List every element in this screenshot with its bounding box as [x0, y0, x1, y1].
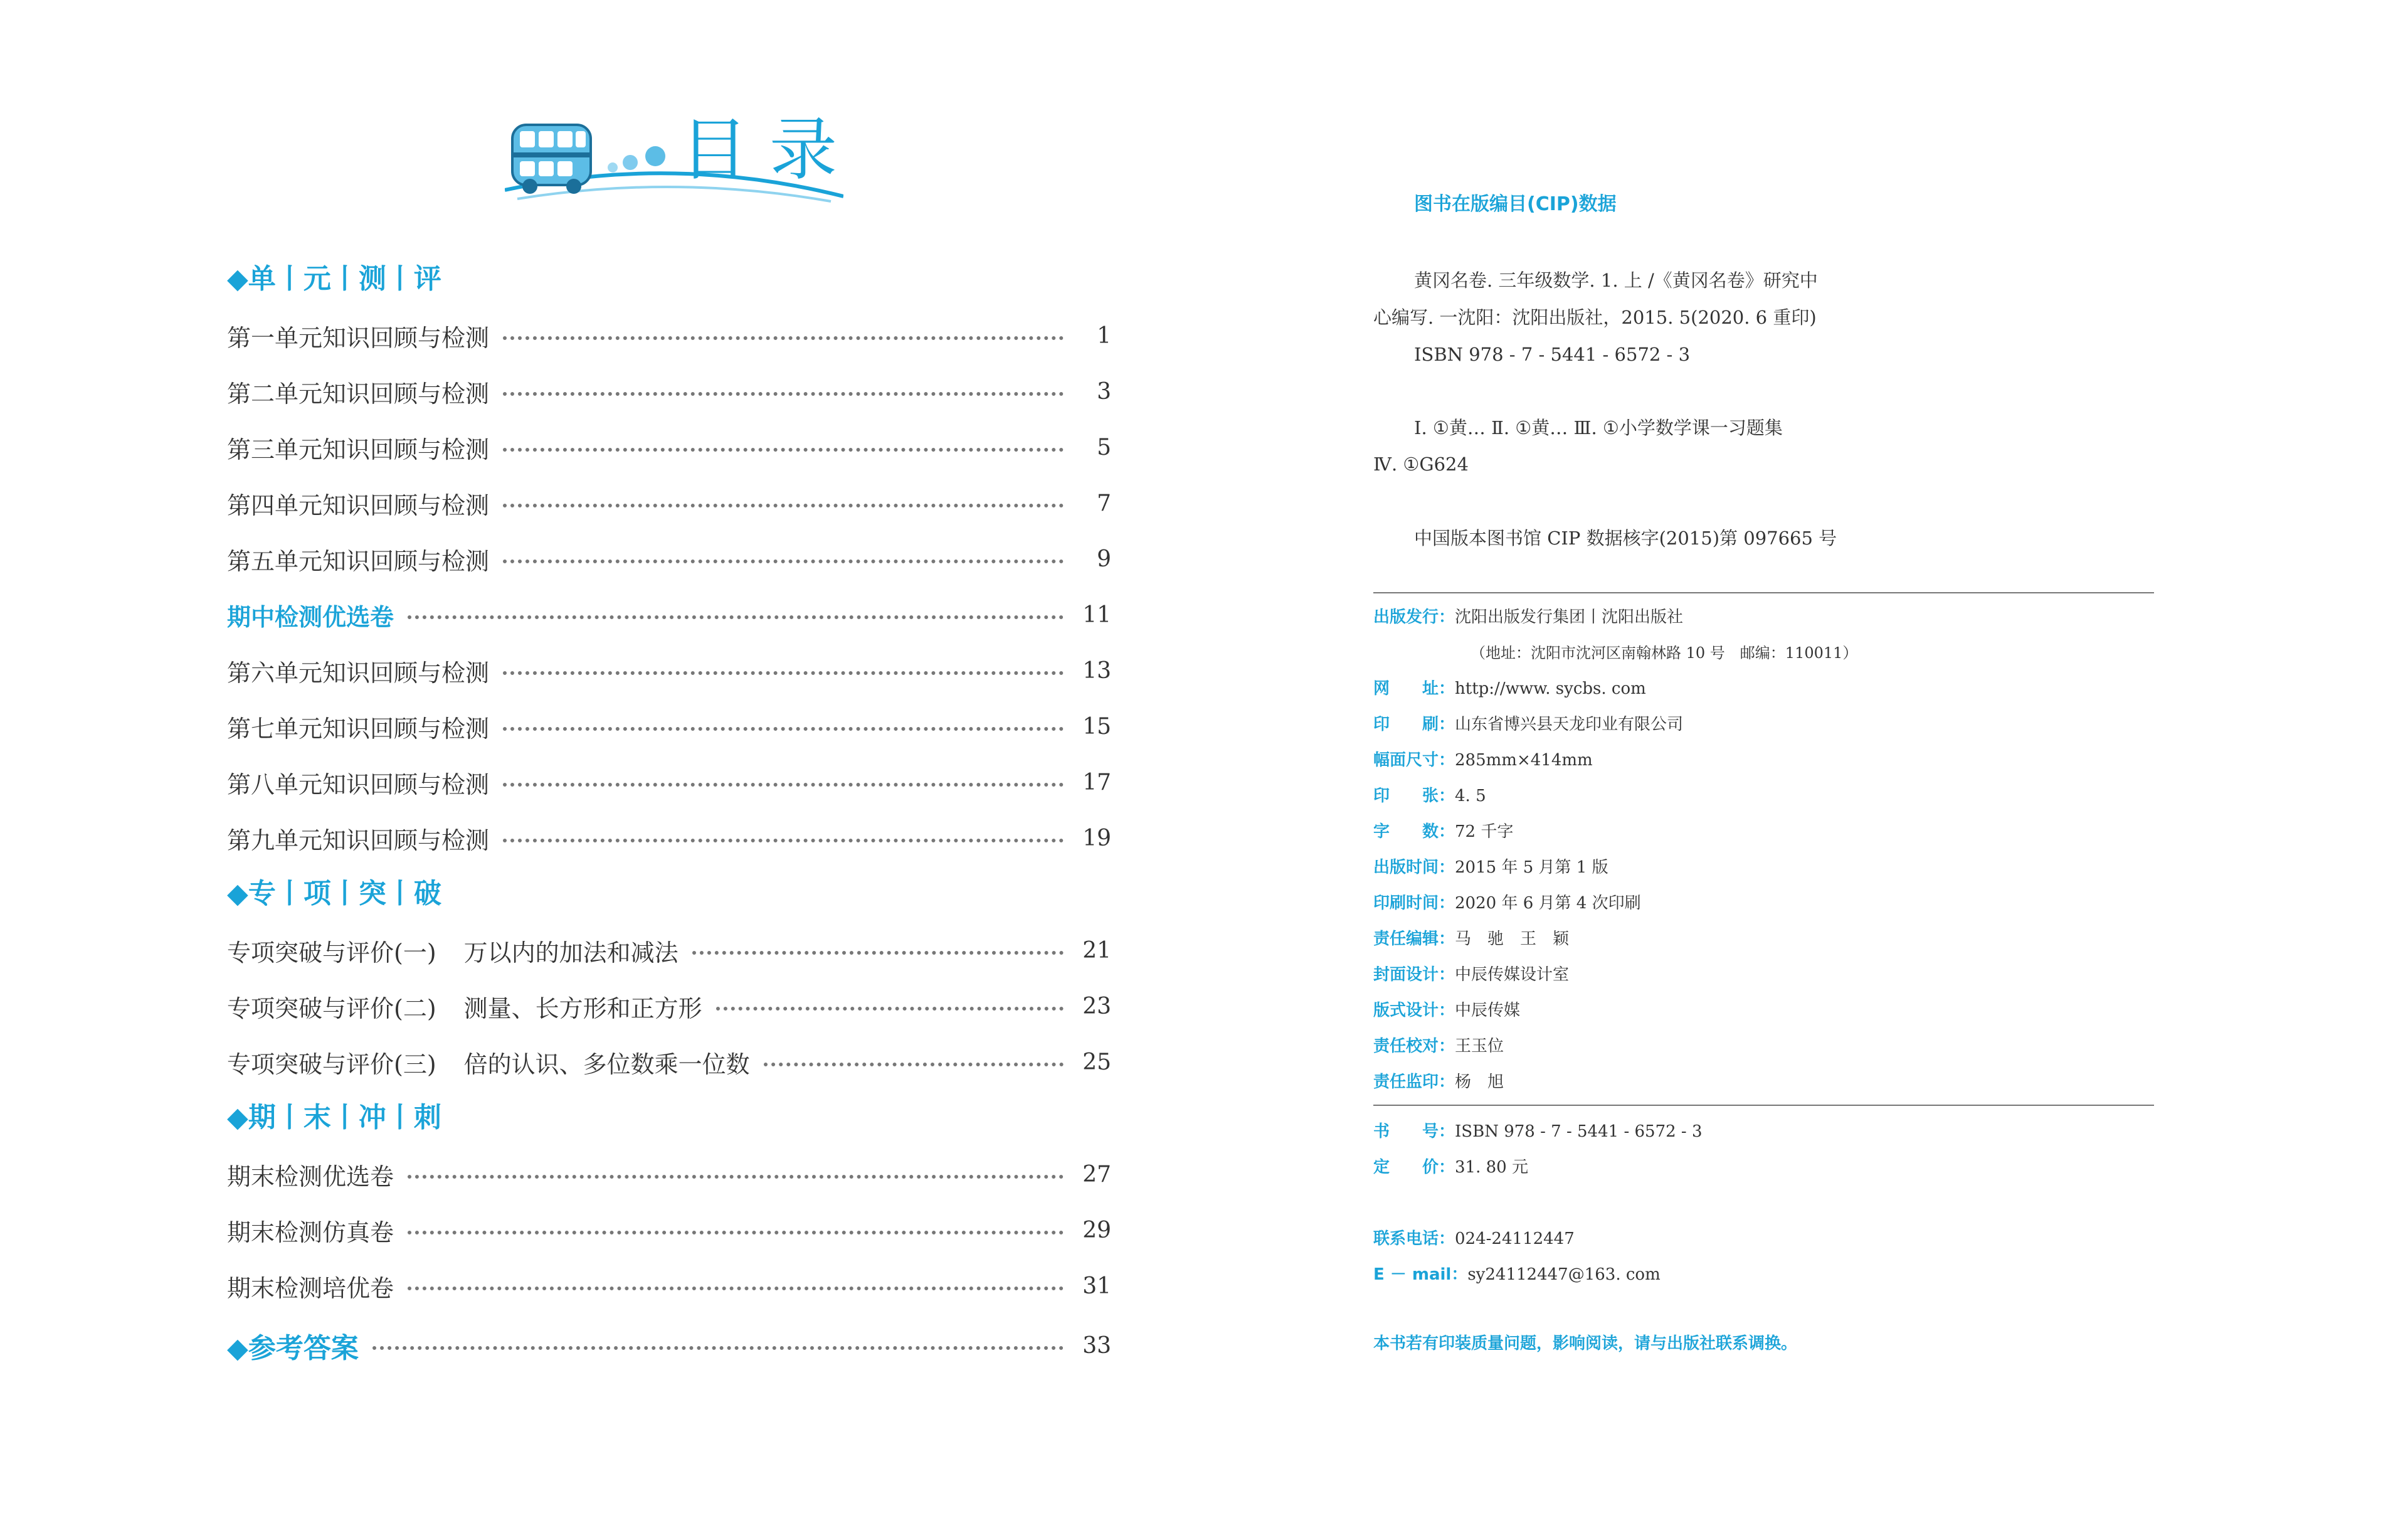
- toc-entry-label: 期末检测仿真卷: [227, 1218, 394, 1246]
- toc-entry-label: 期末检测优选卷: [227, 1162, 394, 1191]
- dot-leader: [408, 1231, 1064, 1234]
- toc-entry-page: 11: [1082, 602, 1111, 628]
- imprint-label: 责任编辑：: [1373, 930, 1455, 948]
- toc-entry-label: 第一单元知识回顾与检测: [227, 324, 490, 352]
- toc-entry-label: 第八单元知识回顾与检测: [227, 770, 490, 799]
- imprint-row: [1373, 962, 1569, 987]
- imprint-value: 杨 旭: [1455, 1073, 1504, 1091]
- imprint-label: 印 刷：: [1373, 715, 1455, 734]
- toc-entry[interactable]: [227, 1043, 1111, 1081]
- imprint-value: 沈阳出版发行集团丨沈阳出版社: [1455, 608, 1684, 627]
- imprint-label: E － mail：: [1373, 1265, 1468, 1284]
- dot-leader: [503, 560, 1064, 563]
- toc-entry-page: 33: [1082, 1332, 1111, 1359]
- toc-entry-label: 第三单元知识回顾与检测: [227, 435, 490, 464]
- imprint-label: 出版发行：: [1373, 608, 1455, 627]
- imprint-label: 版式设计：: [1373, 1001, 1455, 1020]
- imprint-row: [1373, 676, 1646, 701]
- imprint-label: 责任监印：: [1373, 1073, 1455, 1091]
- section-heading-answers: ◆参考答案: [227, 1332, 359, 1364]
- toc-entry-label: 第七单元知识回顾与检测: [227, 714, 490, 743]
- toc-entry-label: 专项突破与评价(二): [227, 994, 436, 1022]
- imprint-value: 31. 80 元: [1455, 1158, 1528, 1177]
- dot-leader: [764, 1063, 1064, 1066]
- dot-leader: [408, 1287, 1064, 1290]
- imprint-label: 印刷时间：: [1373, 894, 1455, 913]
- toc-entry-page: 9: [1097, 546, 1111, 572]
- imprint-label: 出版时间：: [1373, 858, 1455, 877]
- imprint-label: 字 数：: [1373, 822, 1455, 841]
- imprint-label: 封面设计：: [1373, 965, 1455, 984]
- toc-entry-label: 第六单元知识回顾与检测: [227, 659, 490, 687]
- imprint-row: [1373, 891, 1641, 916]
- imprint-value: 285mm×414mm: [1455, 751, 1593, 770]
- toc-entry-page: 31: [1082, 1273, 1111, 1299]
- toc-entry-label: 期末检测培优卷: [227, 1274, 394, 1302]
- dot-leader: [692, 951, 1064, 955]
- toc-entry-answers[interactable]: [227, 1327, 1111, 1364]
- toc-entry[interactable]: [227, 373, 1111, 410]
- imprint-value[interactable]: sy24112447@163. com: [1467, 1265, 1661, 1284]
- divider: [1373, 592, 2154, 593]
- imprint-book-number: [1373, 1119, 1703, 1144]
- dot-leader: [408, 615, 1064, 619]
- toc-entry-label: 专项突破与评价(三): [227, 1050, 436, 1078]
- toc-entry-page: 29: [1082, 1217, 1111, 1243]
- imprint-price: [1373, 1155, 1528, 1180]
- toc-entry-page: 25: [1082, 1049, 1111, 1075]
- imprint-row: [1373, 855, 1608, 880]
- toc-entry[interactable]: [227, 1155, 1111, 1193]
- dot-leader: [503, 392, 1064, 396]
- imprint-label: 幅面尺寸：: [1373, 751, 1455, 770]
- imprint-email: [1373, 1262, 1661, 1287]
- imprint-publisher: [1373, 605, 1683, 630]
- toc-entry-page: 7: [1097, 490, 1111, 516]
- imprint-value: 中辰传媒: [1455, 1001, 1521, 1020]
- dot-leader: [503, 783, 1064, 787]
- toc-entry-page: 19: [1082, 825, 1111, 851]
- toc-entry[interactable]: [227, 931, 1111, 969]
- dot-leader: [503, 448, 1064, 452]
- toc-entry-page: 15: [1082, 713, 1111, 740]
- imprint-label: 书 号：: [1373, 1122, 1455, 1141]
- imprint-value: 4. 5: [1455, 787, 1486, 805]
- toc-entry-topic: 测量、长方形和正方形: [463, 994, 702, 1022]
- toc-entry[interactable]: [227, 540, 1111, 578]
- toc-entry-page: 27: [1082, 1161, 1111, 1187]
- quality-notice: 本书若有印装质量问题，影响阅读，请与出版社联系调换。: [1373, 1334, 1798, 1353]
- toc-entry[interactable]: [227, 317, 1111, 354]
- toc-entry-topic: 倍的认识、多位数乘一位数: [463, 1050, 750, 1078]
- imprint-row: [1373, 712, 1683, 737]
- toc-entry-page: 17: [1082, 769, 1111, 795]
- cip-line: Ⅳ. ①G624: [1373, 454, 1469, 475]
- toc-entry-label: 期中检测优选卷: [227, 603, 394, 631]
- toc-entry-label: 第二单元知识回顾与检测: [227, 379, 490, 408]
- imprint-label: 责任校对：: [1373, 1037, 1455, 1056]
- section-heading-unit-tests: ◆单丨元丨测丨评: [227, 263, 441, 295]
- divider: [1373, 1105, 2154, 1106]
- dot-leader: [503, 336, 1064, 340]
- imprint-label: 网 址：: [1373, 679, 1455, 698]
- imprint-value: 王玉位: [1455, 1037, 1504, 1056]
- toc-entry[interactable]: [227, 484, 1111, 522]
- toc-entry-page: 5: [1097, 434, 1111, 460]
- imprint-label: 联系电话：: [1373, 1229, 1455, 1248]
- imprint-row: [1373, 926, 1569, 952]
- toc-entry-page: 23: [1082, 993, 1111, 1019]
- imprint-value[interactable]: http://www. sycbs. com: [1455, 679, 1646, 698]
- toc-entry-page: 1: [1097, 322, 1111, 349]
- toc-entry[interactable]: [227, 652, 1111, 689]
- dot-leader: [503, 839, 1064, 842]
- imprint-row: [1373, 998, 1520, 1023]
- dot-leader: [408, 1175, 1064, 1179]
- imprint-value: 2020 年 6 月第 4 次印刷: [1455, 894, 1641, 913]
- imprint-value: 2015 年 5 月第 1 版: [1455, 858, 1608, 877]
- imprint-row: [1373, 1069, 1504, 1095]
- cip-line: 黄冈名卷. 三年级数学. 1. 上 /《黄冈名卷》研究中: [1414, 270, 1818, 291]
- dot-leader: [716, 1007, 1064, 1011]
- toc-entry[interactable]: [227, 763, 1111, 801]
- cip-line: ISBN 978 - 7 - 5441 - 6572 - 3: [1414, 344, 1691, 365]
- imprint-value: ISBN 978 - 7 - 5441 - 6572 - 3: [1455, 1122, 1703, 1141]
- imprint-value: 024-24112447: [1455, 1229, 1575, 1248]
- toc-entry[interactable]: [227, 708, 1111, 745]
- toc-entry[interactable]: [227, 1267, 1111, 1305]
- imprint-value: 山东省博兴县天龙印业有限公司: [1455, 715, 1684, 734]
- section-heading-final-sprint: ◆期丨末丨冲丨刺: [227, 1101, 441, 1133]
- dot-leader: [503, 671, 1064, 675]
- toc-entry[interactable]: [227, 987, 1111, 1025]
- imprint-value: 马 驰 王 颖: [1455, 930, 1570, 948]
- cip-title: 图书在版编目(CIP)数据: [1414, 193, 1617, 215]
- toc-entry-page: 3: [1097, 378, 1111, 405]
- imprint-row: [1373, 783, 1486, 809]
- toc-entry-page: 21: [1082, 937, 1111, 963]
- toc-entry-midterm[interactable]: [227, 596, 1111, 634]
- imprint-label: 定 价：: [1373, 1158, 1455, 1177]
- toc-entry-label: 第九单元知识回顾与检测: [227, 826, 490, 854]
- toc-entry[interactable]: [227, 1211, 1111, 1249]
- dot-leader: [503, 727, 1064, 731]
- imprint-value: 72 千字: [1455, 822, 1514, 841]
- imprint-row: [1373, 748, 1593, 773]
- imprint-row: [1373, 819, 1513, 844]
- imprint-label: 印 张：: [1373, 787, 1455, 805]
- imprint-phone: [1373, 1226, 1575, 1251]
- imprint-value: 中辰传媒设计室: [1455, 965, 1570, 984]
- toc-entry[interactable]: [227, 819, 1111, 857]
- toc-entry-label: 第五单元知识回顾与检测: [227, 547, 490, 575]
- toc-entry-label: 第四单元知识回顾与检测: [227, 491, 490, 519]
- toc-title: 目录: [680, 111, 859, 189]
- dot-leader: [503, 504, 1064, 507]
- imprint-address: （地址：沈阳市沈河区南翰林路 10 号 邮编：110011）: [1471, 644, 1858, 662]
- section-heading-special-topics: ◆专丨项丨突丨破: [227, 878, 441, 910]
- imprint-row: [1373, 1034, 1504, 1059]
- dot-leader: [372, 1346, 1064, 1350]
- cip-line: 中国版本图书馆 CIP 数据核字(2015)第 097665 号: [1414, 528, 1837, 549]
- cip-line: 心编写. 一沈阳：沈阳出版社，2015. 5(2020. 6 重印): [1373, 307, 1817, 328]
- cip-line: Ⅰ. ①黄… Ⅱ. ①黄… Ⅲ. ①小学数学课一习题集: [1414, 417, 1783, 438]
- toc-entry-page: 13: [1082, 657, 1111, 684]
- toc-entry[interactable]: [227, 428, 1111, 466]
- toc-entry-topic: 万以内的加法和减法: [463, 938, 679, 967]
- toc-entry-label: 专项突破与评价(一): [227, 938, 436, 967]
